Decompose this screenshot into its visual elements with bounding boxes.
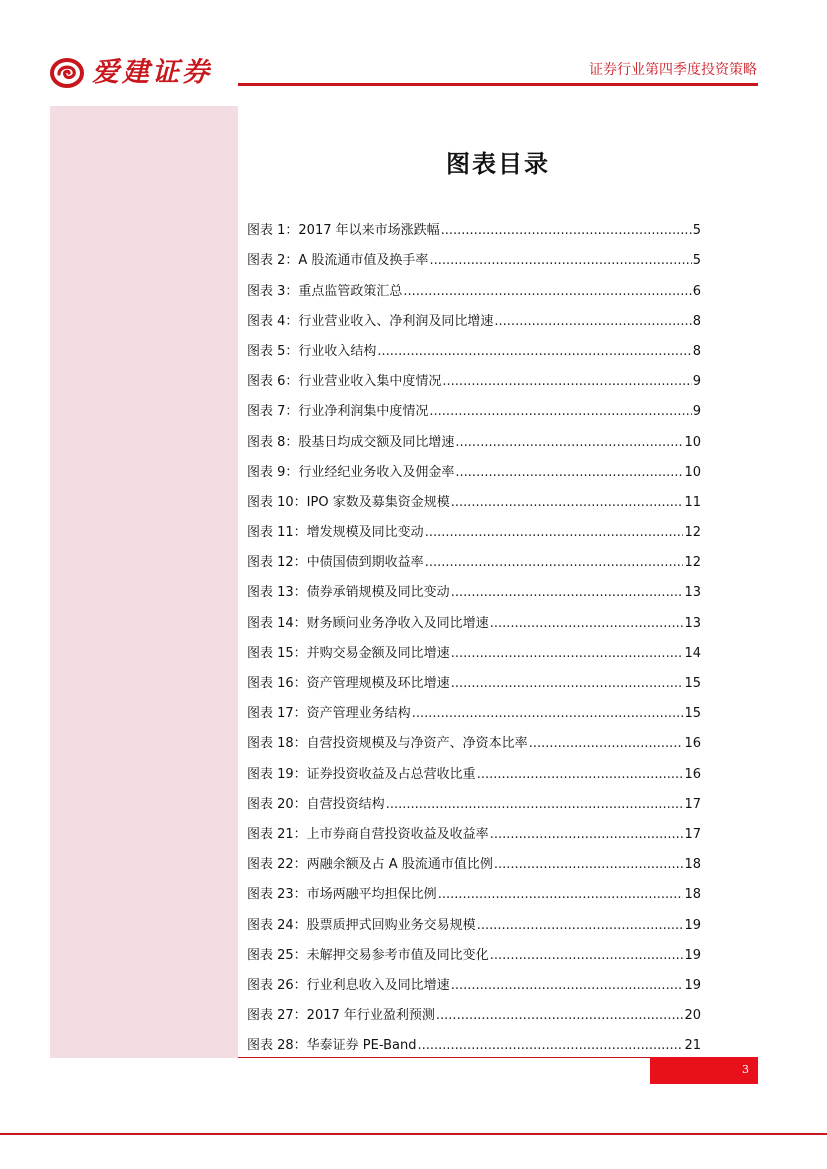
- toc-entry-page: 10: [684, 464, 701, 480]
- toc-entry-page: 5: [692, 253, 701, 269]
- toc-entry[interactable]: [247, 270, 701, 300]
- toc-entry-page: 19: [684, 917, 701, 933]
- brand-swirl-icon: [50, 56, 84, 90]
- toc-entry-page: 8: [692, 313, 701, 329]
- toc-dot-leader: [490, 615, 684, 633]
- toc-entry[interactable]: [247, 331, 701, 361]
- toc-entry[interactable]: [247, 844, 701, 874]
- toc-dot-leader: [441, 222, 692, 240]
- toc-entry-label: 图表 9：行业经纪业务收入及佣金率: [247, 464, 455, 480]
- toc-entry-label: 图表 28：华泰证券 PE-Band: [247, 1038, 417, 1054]
- toc-entry-label: 图表 18：自营投资规模及与净资产、净资本比率: [247, 736, 528, 752]
- toc-entry-label: 图表 8：股基日均成交额及同比增速: [247, 434, 455, 450]
- toc-entry[interactable]: [247, 602, 701, 632]
- toc-entry-page: 9: [692, 374, 701, 390]
- toc-entry[interactable]: [247, 452, 701, 482]
- toc-dot-leader: [425, 524, 684, 542]
- toc-dot-leader: [529, 735, 684, 753]
- toc-entry[interactable]: [247, 210, 701, 240]
- toc-entry-page: 10: [684, 434, 701, 450]
- report-title: 证券行业第四季度投资策略: [589, 62, 757, 78]
- toc-dot-leader: [412, 705, 684, 723]
- toc-dot-leader: [436, 1007, 684, 1025]
- toc-entry-page: 9: [692, 404, 701, 420]
- side-panel: [50, 106, 238, 1058]
- toc-dot-leader: [417, 1037, 683, 1055]
- toc-entry[interactable]: [247, 814, 701, 844]
- toc-entry[interactable]: [247, 572, 701, 602]
- toc-dot-leader: [429, 403, 691, 421]
- toc-dot-leader: [477, 766, 684, 784]
- toc-entry-page: 12: [684, 525, 701, 541]
- toc-dot-leader: [403, 283, 691, 301]
- toc-entry-page: 12: [684, 555, 701, 571]
- toc-entry[interactable]: [247, 693, 701, 723]
- toc-dot-leader: [490, 947, 684, 965]
- toc-dot-leader: [477, 917, 684, 935]
- toc-entry[interactable]: [247, 663, 701, 693]
- toc-entry[interactable]: [247, 361, 701, 391]
- toc-entry-page: 13: [684, 585, 701, 601]
- toc-entry-label: 图表 6：行业营业收入集中度情况: [247, 374, 442, 390]
- toc-entry-label: 图表 7：行业净利润集中度情况: [247, 404, 429, 420]
- toc-entry[interactable]: [247, 784, 701, 814]
- toc-dot-leader: [455, 434, 683, 452]
- toc-entry-label: 图表 1：2017 年以来市场涨跌幅: [247, 223, 440, 239]
- toc-entry[interactable]: [247, 633, 701, 663]
- toc-entry-page: 6: [692, 283, 701, 299]
- toc-dot-leader: [494, 856, 684, 874]
- toc-entry-page: 17: [684, 826, 701, 842]
- toc-entry-label: 图表 11：增发规模及同比变动: [247, 525, 424, 541]
- toc-dot-leader: [455, 464, 683, 482]
- toc-entry-label: 图表 5：行业收入结构: [247, 343, 377, 359]
- toc-dot-leader: [425, 554, 684, 572]
- toc-dot-leader: [451, 675, 684, 693]
- toc-entry-label: 图表 24：股票质押式回购业务交易规模: [247, 917, 476, 933]
- toc-entry-label: 图表 13：债券承销规模及同比变动: [247, 585, 450, 601]
- toc-entry-label: 图表 25：未解押交易参考市值及同比变化: [247, 947, 489, 963]
- toc-entry[interactable]: [247, 542, 701, 572]
- toc-entry-label: 图表 12：中债国债到期收益率: [247, 555, 424, 571]
- page-number: 3: [742, 1063, 749, 1076]
- toc-entry[interactable]: [247, 391, 701, 421]
- toc-entry-page: 18: [684, 887, 701, 903]
- toc-entry-page: 8: [692, 343, 701, 359]
- toc-entry[interactable]: [247, 723, 701, 753]
- toc-entry[interactable]: [247, 421, 701, 451]
- toc-entry-page: 20: [684, 1008, 701, 1024]
- toc-dot-leader: [386, 796, 684, 814]
- toc-entry-page: 21: [684, 1038, 701, 1054]
- toc-entry-label: 图表 22：两融余额及占 A 股流通市值比例: [247, 857, 493, 873]
- toc-dot-leader: [494, 313, 691, 331]
- toc-entry-label: 图表 14：财务顾问业务净收入及同比增速: [247, 615, 489, 631]
- toc-entry-label: 图表 15：并购交易金额及同比增速: [247, 645, 450, 661]
- toc-entry-page: 19: [684, 977, 701, 993]
- toc-entry-label: 图表 3：重点监管政策汇总: [247, 283, 403, 299]
- toc-entry[interactable]: [247, 482, 701, 512]
- toc-entry-page: 19: [684, 947, 701, 963]
- toc-entry-page: 17: [684, 796, 701, 812]
- toc-entry-page: 18: [684, 857, 701, 873]
- toc-dot-leader: [442, 373, 691, 391]
- toc-entry-label: 图表 23：市场两融平均担保比例: [247, 887, 437, 903]
- toc-entry-label: 图表 10：IPO 家数及募集资金规模: [247, 494, 450, 510]
- header-rule: [238, 83, 758, 86]
- toc-entry-label: 图表 26：行业利息收入及同比增速: [247, 977, 450, 993]
- toc-dot-leader: [429, 252, 691, 270]
- toc-entry-label: 图表 4：行业营业收入、净利润及同比增速: [247, 313, 494, 329]
- toc-entry[interactable]: [247, 512, 701, 542]
- toc-entry-page: 15: [684, 676, 701, 691]
- toc-dot-leader: [451, 584, 684, 602]
- toc-entry-label: 图表 27：2017 年行业盈利预测: [247, 1008, 435, 1024]
- toc-dot-leader: [451, 977, 684, 995]
- toc-entry[interactable]: [247, 240, 701, 270]
- toc-dot-leader: [451, 645, 684, 663]
- toc-entry-label: 图表 17：资产管理业务结构: [247, 706, 411, 722]
- toc-entry-page: 16: [684, 736, 701, 752]
- toc-entry-label: 图表 20：自营投资结构: [247, 796, 385, 812]
- toc-entry[interactable]: [247, 301, 701, 331]
- toc-entry[interactable]: [247, 874, 701, 904]
- toc-title: 图表目录: [446, 150, 550, 178]
- toc-entry[interactable]: [247, 965, 701, 995]
- toc-entry-page: 11: [684, 494, 701, 510]
- toc-entry-label: 图表 21：上市券商自营投资收益及收益率: [247, 826, 489, 842]
- toc-entry[interactable]: [247, 935, 701, 965]
- toc-entry-page: 14: [684, 645, 701, 661]
- toc-entry-label: 图表 2：A 股流通市值及换手率: [247, 253, 429, 269]
- toc-entry[interactable]: [247, 1025, 701, 1055]
- toc-entry[interactable]: [247, 904, 701, 934]
- brand-logo: [50, 56, 212, 90]
- toc-list: [247, 210, 701, 1055]
- toc-entry-page: 13: [684, 615, 701, 631]
- page-number-box: [650, 1057, 758, 1084]
- bottom-rule: [0, 1133, 827, 1135]
- brand-name: 爱建证券: [92, 57, 212, 88]
- toc-dot-leader: [451, 494, 684, 512]
- toc-entry-page: 5: [692, 223, 701, 239]
- toc-dot-leader: [438, 886, 684, 904]
- toc-entry-label: 图表 19：证券投资收益及占总营收比重: [247, 766, 476, 782]
- toc-dot-leader: [490, 826, 684, 844]
- toc-dot-leader: [377, 343, 691, 361]
- toc-entry-label: 图表 16：资产管理规模及环比增速: [247, 676, 450, 691]
- toc-entry-page: 16: [684, 766, 701, 782]
- footer-rule: [238, 1057, 650, 1058]
- toc-entry[interactable]: [247, 753, 701, 783]
- toc-entry-page: 15: [684, 706, 701, 722]
- toc-entry[interactable]: [247, 995, 701, 1025]
